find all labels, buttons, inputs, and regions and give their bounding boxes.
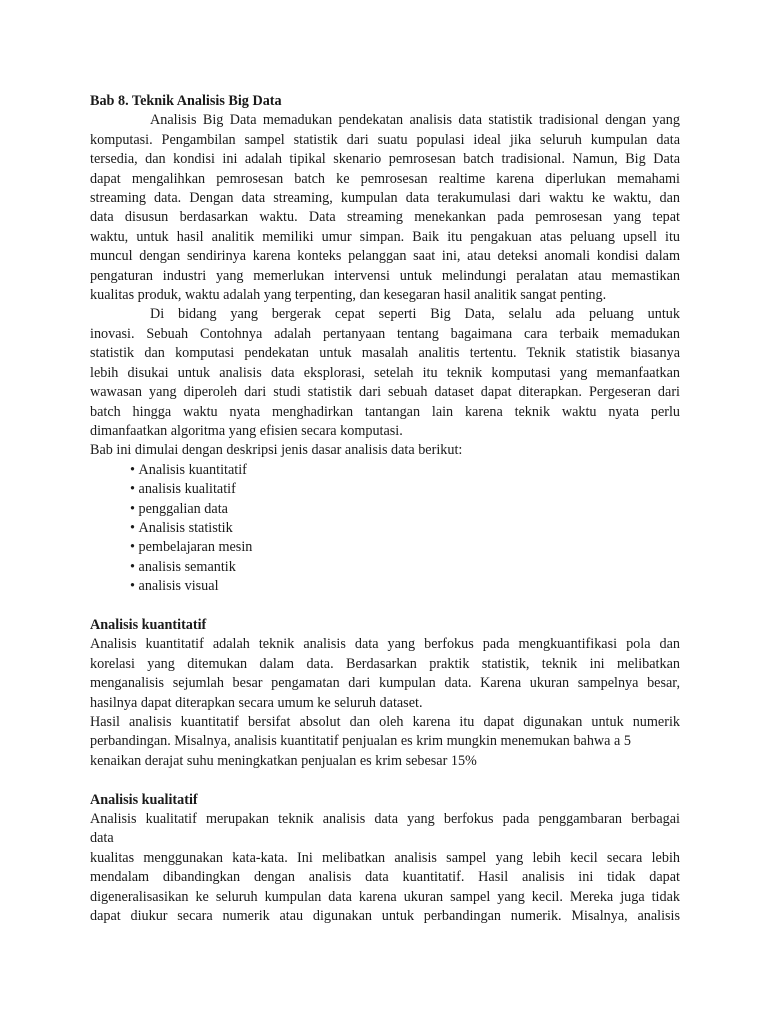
intro-line: muncul dengan sendirinya karena konteks pelanggan saat ini, atau deteksi anomali kondisi dalam xyxy=(90,248,680,265)
quant-line: Hasil analisis kuantitatif bersifat absolut dan oleh karena itu dapat digunakan untuk numerik xyxy=(90,713,680,730)
intro-line: komputasi. Pengambilan sampel statistik dari suatu populasi ideal jika seluruh kumpulan data xyxy=(90,131,680,148)
intro-line: waktu, untuk hasil analitik memiliki umur simpan. Baik itu pengakuan atas peluang upsell itu xyxy=(90,228,680,245)
list-item: • pembelajaran mesin xyxy=(130,538,680,557)
quant-line: menganalisis sejumlah besar pengamatan dari kumpulan data. Karena ukuran sampelnya besar, xyxy=(90,675,680,692)
qual-line: data xyxy=(90,830,114,847)
intro-line: lebih disukai untuk analisis data eksplorasi, setelah itu teknik komputasi yang memanfaatkan xyxy=(90,364,680,381)
document-page xyxy=(90,92,680,926)
qual-line: dapat diukur secara numerik atau digunakan untuk perbandingan numerik. Misalnya, analisis xyxy=(90,908,680,925)
intro-line: kualitas produk, waktu adalah yang terpenting, dan kesegaran hasil analitik sangat penting. xyxy=(90,287,607,304)
intro-line: data disusun berdasarkan waktu. Data streaming menekankan pada pemrosesan yang tepat xyxy=(90,209,680,226)
quant-line: Analisis kuantitatif adalah teknik analisis data yang berfokus pada mengkuantifikasi pola dan xyxy=(90,636,680,653)
quant-line: korelasi yang ditemukan dalam data. Berdasarkan praktik statistik, teknik ini melibatkan xyxy=(90,655,680,672)
qual-line: mendalam dibandingkan dengan analisis data kuantitatif. Hasil analisis ini tidak dapat xyxy=(90,869,680,886)
qual-line: kualitas menggunakan kata-kata. Ini melibatkan analisis sampel yang lebih kecil secara lebih xyxy=(90,849,680,866)
intro-line: inovasi. Sebuah Contohnya adalah pertanyaan tentang bagaimana cara terbaik memadukan xyxy=(90,325,680,342)
intro-line: tersedia, dan kondisi ini adalah tipikal skenario pemrosesan batch tradisional. Namun, Big Data xyxy=(90,151,680,168)
section-heading-qualitative: Analisis kualitatif xyxy=(90,791,198,808)
list-item: • penggalian data xyxy=(130,500,680,519)
quant-line: perbandingan. Misalnya, analisis kuantitatif penjualan es krim mungkin menemukan bahwa a 5 xyxy=(90,733,631,750)
quant-line: hasilnya dapat diterapkan secara umum ke seluruh dataset. xyxy=(90,694,423,711)
intro-line: statistik dan komputasi pendekatan untuk masalah analitis tertentu. Teknik statistik biasanya xyxy=(90,345,680,362)
section-heading-quantitative: Analisis kuantitatif xyxy=(90,616,207,633)
list-item: • Analisis kuantitatif xyxy=(130,461,680,480)
intro-line: dapat mengalihkan pemrosesan batch ke pemrosesan realtime karena diperlukan memahami xyxy=(90,170,680,187)
intro-line: pengaturan industri yang memerlukan intervensi untuk melindungi peralatan atau memastikan xyxy=(90,267,680,284)
qual-line: Analisis kualitatif merupakan teknik analisis data yang berfokus pada penggambaran berbagai xyxy=(90,811,680,827)
analysis-type-list xyxy=(90,461,680,597)
chapter-title: Bab 8. Teknik Analisis Big Data xyxy=(90,93,282,109)
list-item: • analisis semantik xyxy=(130,558,680,577)
qual-line: digeneralisasikan ke seluruh kumpulan data karena ukuran sampel yang kecil. Mereka juga tidak xyxy=(90,888,680,905)
intro-line: batch hingga waktu nyata menghadirkan tantangan lain karena teknik waktu nyata perlu xyxy=(90,403,680,420)
intro-line: streaming data. Dengan data streaming, kumpulan data terakumulasi dari waktu ke waktu, dan xyxy=(90,190,680,207)
intro-line: dimanfaatkan algoritma yang efisien secara komputasi. xyxy=(90,422,403,439)
list-item: • analisis visual xyxy=(130,577,680,596)
intro-line: Analisis Big Data memadukan pendekatan analisis data statistik tradisional dengan yang xyxy=(150,112,680,129)
intro-line: Di bidang yang bergerak cepat seperti Big Data, selalu ada peluang untuk xyxy=(150,306,680,323)
list-item: • analisis kualitatif xyxy=(130,480,680,499)
quant-line: kenaikan derajat suhu meningkatkan penjualan es krim sebesar 15% xyxy=(90,752,477,769)
list-intro: Bab ini dimulai dengan deskripsi jenis dasar analisis data berikut: xyxy=(90,442,463,459)
list-item: • Analisis statistik xyxy=(130,519,680,538)
intro-line: wawasan yang diperoleh dari studi statistik dari sebuah dataset dapat diterapkan. Pergeseran dari xyxy=(90,384,680,401)
